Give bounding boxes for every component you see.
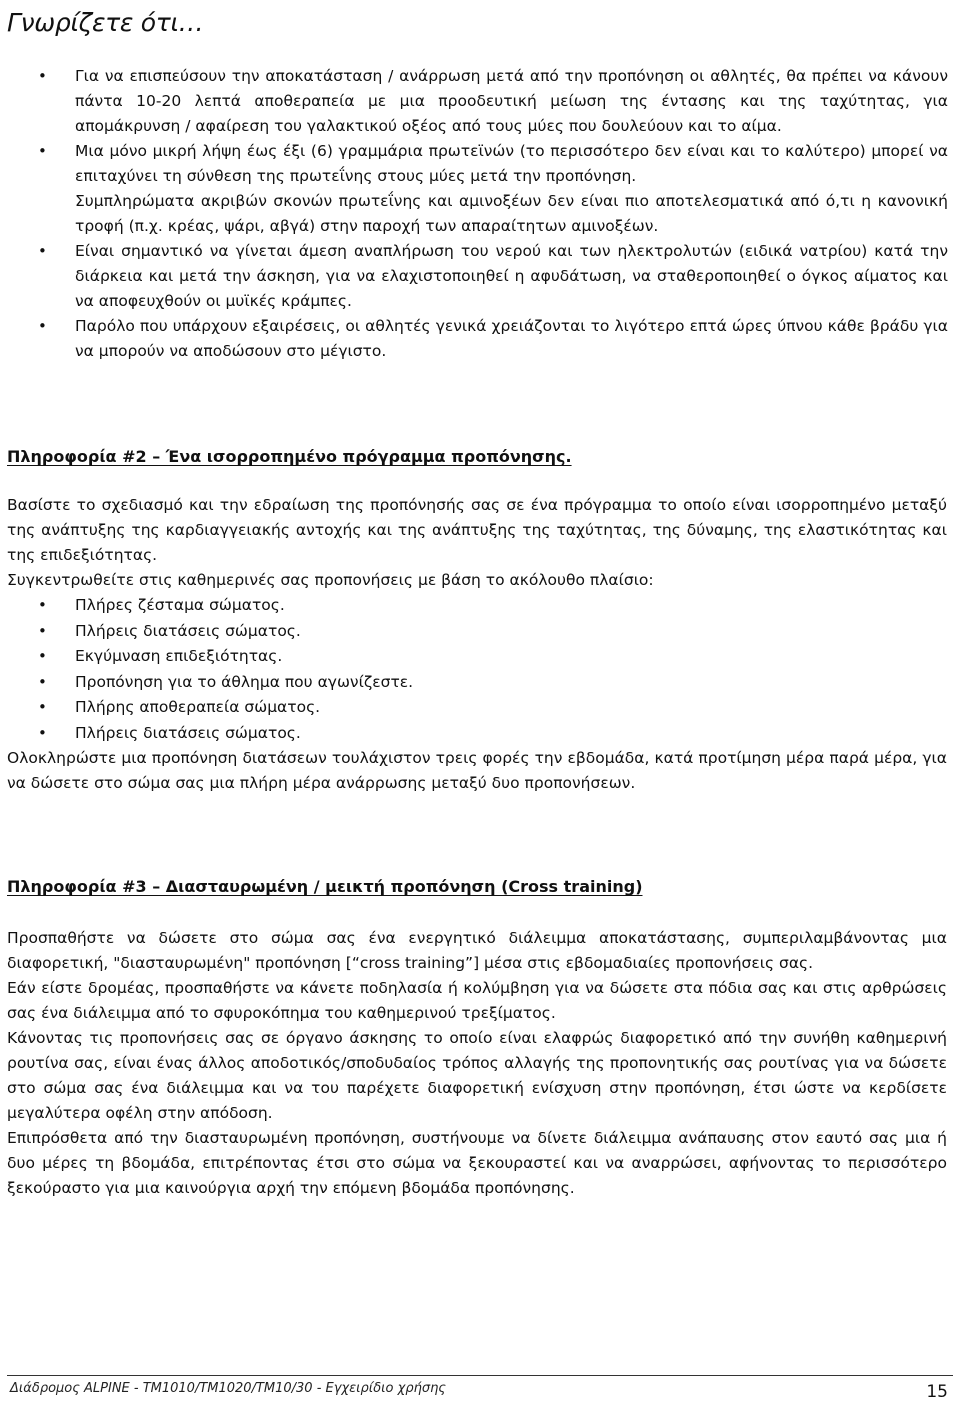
bullet-icon: • [38,698,47,716]
intro-bullet-list [0,64,960,364]
list-item [7,644,947,670]
bullet-icon: • [38,647,47,665]
section-3-paragraph: Προσπαθήστε να δώσετε στο σώμα σας ένα ενεργητικό διάλειμμα αποκατάστασης, συμπεριλαμβάνοντας μια διαφορετική, "διασταυρωμένη" προπόνηση [“cross training”] μέσα στις εβδομαδιαίες προπονήσεις σας. [7,929,947,972]
bullet-icon: • [38,317,47,335]
intro-note [0,189,960,239]
list-item-text: Πλήρης αποθεραπεία σώματος. [75,698,321,716]
section-heading-3: Πληροφορία #3 – Διασταυρωμένη / μεικτή προπόνηση (Cross training) [7,877,643,896]
bullet-icon: • [38,242,47,260]
training-framework-list [7,593,947,746]
list-item [0,139,960,189]
list-item [7,721,947,747]
list-item-text: Πλήρεις διατάσεις σώματος. [75,621,301,640]
list-item [0,64,960,139]
intro-note-text: Συμπληρώματα ακριβών σκονών πρωτεΐνης και αμινοξέων δεν είναι πιο αποτελεσματικά από ό,τι η κανονική τροφή (π.χ. κρέας, ψάρι, αβγά) στην παροχή των απαραίτητων αμινοξέων. [75,192,948,235]
bullet-icon: • [38,621,47,640]
list-item [7,670,947,696]
section-3-paragraph: Κάνοντας τις προπονήσεις σας σε όργανο άσκησης το οποίο είναι ελαφρώς διαφορετικό από την συνήθη καθημερινή ρουτίνα σας, είναι ένας άλλος αποδοτικός/σποδυδαίος τρόπος αλλαγής της προπονητικής σας ρουτίνας για να δώσετε στο σώμα σας ένα διάλειμμα και να του παρέχετε διαφορετική ενίσχυση στην προπόνηση, έτσι ώστε να κερδίσετε μεγαλύτερα οφέλη στην απόδοση. [7,1029,947,1122]
section-heading-2: Πληροφορία #2 – Ένα ισορροπημένο πρόγραμμα προπόνησης. [7,447,572,466]
intro-bullet-text: Μια μόνο μικρή λήψη έως έξι (6) γραμμάρια πρωτεϊνών (το περισσότερο δεν είναι και το καλύτερο) μπορεί να επιταχύνει τη σύνθεση της πρωτεΐνης στους μύες μετά την προπόνηση. [75,142,948,185]
list-item-text: Πλήρες ζέσταμα σώματος. [75,596,285,614]
footer-divider [7,1375,953,1376]
section-2-paragraph: Συγκεντρωθείτε στις καθημερινές σας προπονήσεις με βάση το ακόλουθο πλαίσιο: [7,571,654,589]
bullet-icon: • [38,723,47,742]
bullet-icon: • [38,596,47,614]
section-2-paragraph: Βασίστε το σχεδιασμό και την εδραίωση της προπόνησής σας σε ένα πρόγραμμα το οποίο είναι ισορροπημένο μεταξύ της ανάπτυξης της καρδιαγγειακής αντοχής και της ανάπτυξης της ταχύτητας, της δύναμης, της ελαστικότητας και της επιδεξιότητας. [7,496,947,564]
footer-text: Διάδρομος ALPINE - TM1010/TM1020/TM10/30 - Εγχειρίδιο χρήσης [10,1381,446,1396]
intro-bullet-text: Για να επισπεύσουν την αποκατάσταση / ανάρρωση μετά από την προπόνηση οι αθλητές, θα πρέπει να κάνουν πάντα 10-20 λεπτά αποθεραπεία με μια προοδευτική μείωση της έντασης και της ταχύτητας, για απομάκρυνση / αφαίρεση του γαλακτικού οξέος από τους μύες που δουλεύουν και το αίμα. [75,67,948,135]
section-2-body [7,493,947,796]
list-item-text: Εκγύμναση επιδεξιότητας. [75,647,283,665]
list-item [0,239,960,314]
section-3-paragraph: Εάν είστε δρομέας, προσπαθήστε να κάνετε ποδηλασία ή κολύμβηση για να δώσετε στα πόδια σας και στις αρθρώσεις σας ένα διάλειμμα από το σφυροκόπημα του καθημερινού τρεξίματος. [7,979,947,1022]
list-item [7,619,947,645]
section-3-body [7,926,947,1201]
section-3-paragraph: Επιπρόσθετα από την διασταυρωμένη προπόνηση, συστήνουμε να δίνετε διάλειμμα ανάπαυσης στον εαυτό σας μια ή δυο μέρες τη βδομάδα, επιτρέποντας έτσι στο σώμα να ξεκουραστεί και να αναρρώσει, αφήνοντας το περισσότερο ξεκούραστο για μια καινούργια αρχή την επόμενη βδομάδα προπόνησης. [7,1129,947,1197]
page-title: Γνωρίζετε ότι… [7,8,204,37]
bullet-icon: • [38,672,47,691]
bullet-icon: • [38,142,47,160]
intro-bullet-text: Είναι σημαντικό να γίνεται άμεση αναπλήρωση του νερού και των ηλεκτρολυτών (ειδικά νατρίου) κατά την διάρκεια και μετά την άσκηση, για να ελαχιστοποιηθεί η αφυδάτωση, να σταθεροποιηθεί ο όγκος αίματος και να αποφευχθούν οι μυϊκές κράμπες. [75,242,948,310]
list-item-text: Πλήρεις διατάσεις σώματος. [75,723,301,742]
page-number: 15 [926,1382,948,1402]
list-item [7,695,947,721]
list-item-text: Προπόνηση για το άθλημα που αγωνίζεστε. [75,672,414,691]
bullet-icon: • [38,67,47,85]
list-item [7,593,947,619]
intro-bullet-text: Παρόλο που υπάρχουν εξαιρέσεις, οι αθλητές γενικά χρειάζονται το λιγότερο επτά ώρες ύπνου κάθε βράδυ για να μπορούν να αποδώσουν στο μέγιστο. [75,317,948,360]
section-2-paragraph: Ολοκληρώστε μια προπόνηση διατάσεων τουλάχιστον τρεις φορές την εβδομάδα, κατά προτίμηση μέρα παρά μέρα, για να δώσετε στο σώμα σας μια πλήρη μέρα ανάρρωσης μεταξύ δυο προπονήσεων. [7,749,947,792]
list-item [0,314,960,364]
